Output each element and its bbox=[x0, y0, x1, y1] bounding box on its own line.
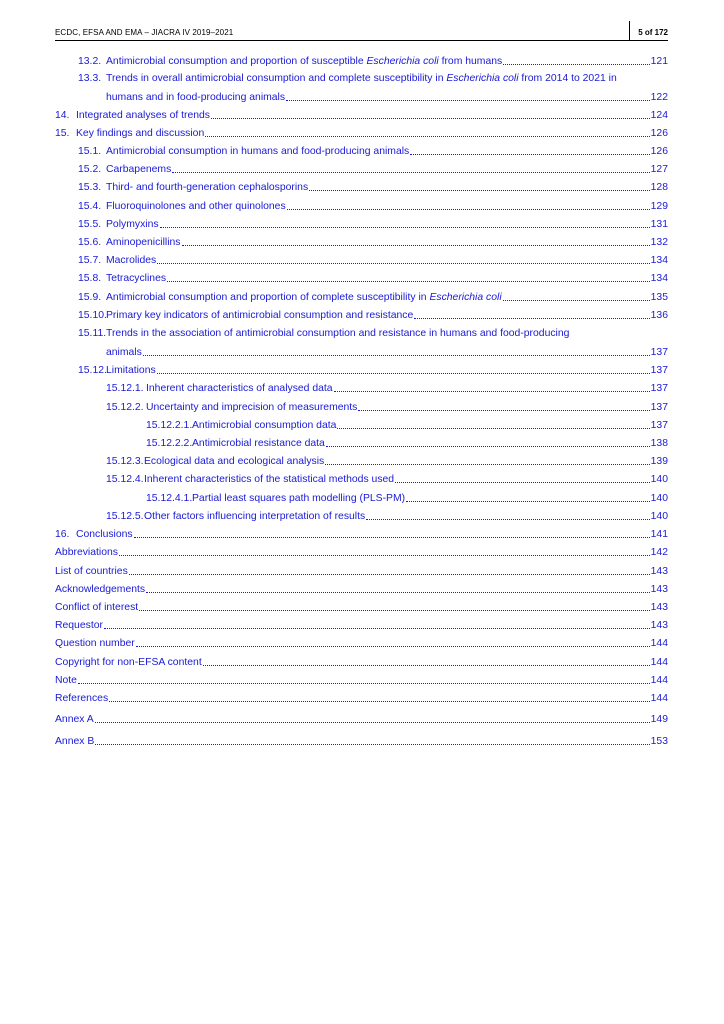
toc-entry-15-12-2[interactable] bbox=[106, 399, 668, 414]
toc-title: Ecological data and ecological analysis bbox=[144, 456, 325, 467]
toc-number: 15.5. bbox=[78, 219, 102, 230]
toc-page: 140 bbox=[650, 474, 668, 485]
toc-title: Acknowledgements bbox=[55, 584, 146, 595]
toc-title: Key findings and discussion bbox=[76, 128, 205, 139]
toc-entry-15-9[interactable] bbox=[78, 289, 668, 304]
toc-number: 13.2. bbox=[78, 56, 102, 67]
toc-title: Integrated analyses of trends bbox=[76, 110, 211, 121]
toc-page: 143 bbox=[650, 566, 668, 577]
toc-number: 15.12.4.1. bbox=[146, 493, 193, 504]
toc-title: Antimicrobial consumption in humans and food-producing animals bbox=[106, 146, 410, 157]
toc-entry-question-number[interactable] bbox=[55, 635, 668, 650]
toc-title: Other factors influencing interpretation of results bbox=[144, 511, 366, 522]
toc-entry-15-12-4-1[interactable] bbox=[146, 490, 668, 505]
toc-page: 126 bbox=[650, 128, 668, 139]
toc-title: Conclusions bbox=[76, 529, 133, 540]
toc-title: Copyright for non-EFSA content bbox=[55, 657, 202, 668]
toc-number: 15.3. bbox=[78, 182, 102, 193]
toc-entry-acknowledgements[interactable] bbox=[55, 581, 668, 596]
toc-entry-conflict-of-interest[interactable] bbox=[55, 599, 668, 614]
toc-entry-15-12-1[interactable] bbox=[106, 380, 668, 395]
dot-leader bbox=[78, 683, 650, 684]
toc-title: Carbapenems bbox=[106, 164, 172, 175]
dot-leader bbox=[287, 209, 650, 210]
toc-number: 16. bbox=[55, 529, 70, 540]
toc-entry-15-12-4[interactable] bbox=[106, 471, 668, 486]
toc-title: Antimicrobial consumption and proportion of complete susceptibility in Escherichia coli bbox=[106, 292, 502, 303]
dot-leader bbox=[414, 318, 649, 319]
dot-leader bbox=[95, 722, 650, 723]
toc-page: 140 bbox=[650, 493, 668, 504]
toc-page: 139 bbox=[650, 456, 668, 467]
toc-page: 138 bbox=[650, 438, 668, 449]
toc-page: 134 bbox=[650, 273, 668, 284]
dot-leader bbox=[211, 118, 650, 119]
dot-leader bbox=[406, 501, 650, 502]
toc-title: Macrolides bbox=[106, 255, 157, 266]
dot-leader bbox=[410, 154, 649, 155]
toc-title: List of countries bbox=[55, 566, 128, 577]
toc-entry-requestor[interactable] bbox=[55, 617, 668, 632]
dot-leader bbox=[203, 665, 650, 666]
toc-page: 137 bbox=[650, 365, 668, 376]
toc-number: 15.8. bbox=[78, 273, 102, 284]
toc-title: Abbreviations bbox=[55, 547, 118, 558]
toc-entry-list-of-countries[interactable] bbox=[55, 563, 668, 578]
toc-entry-13-3[interactable] bbox=[78, 72, 617, 85]
toc-entry-15-12-3[interactable] bbox=[106, 453, 668, 468]
toc-page: 140 bbox=[650, 511, 668, 522]
toc-page: 143 bbox=[650, 584, 668, 595]
toc-number: 15.12.1. bbox=[106, 383, 144, 394]
toc-number: 15.1. bbox=[78, 146, 102, 157]
toc-entry-15-12[interactable] bbox=[78, 362, 668, 377]
toc-title: Conflict of interest bbox=[55, 602, 139, 613]
toc-entry-15-12-5[interactable] bbox=[106, 508, 668, 523]
toc-title: References bbox=[55, 693, 109, 704]
dot-leader bbox=[104, 628, 650, 629]
toc-title: Partial least squares path modelling (PLS-PM) bbox=[192, 493, 406, 504]
toc-title: Trends in overall antimicrobial consumption and complete susceptibility in Escherichia coli from 2014 to 2021 in bbox=[106, 73, 617, 84]
dot-leader bbox=[182, 245, 650, 246]
toc-number: 15.12.2.1. bbox=[146, 420, 193, 431]
toc-entry-annex-b[interactable] bbox=[55, 733, 668, 748]
toc-title: humans and in food-producing animals bbox=[106, 92, 286, 103]
toc-entry-15-11[interactable] bbox=[78, 327, 569, 340]
toc-title: Fluoroquinolones and other quinolones bbox=[106, 201, 286, 212]
toc-title: Antimicrobial consumption data bbox=[192, 420, 337, 431]
toc-page: 143 bbox=[650, 602, 668, 613]
dot-leader bbox=[205, 136, 649, 137]
toc-entry-15-6[interactable] bbox=[78, 234, 668, 249]
dot-leader bbox=[129, 574, 650, 575]
dot-leader bbox=[160, 227, 650, 228]
dot-leader bbox=[395, 482, 650, 483]
toc-page: 149 bbox=[650, 714, 668, 725]
dot-leader bbox=[157, 373, 650, 374]
toc-page: 122 bbox=[650, 92, 668, 103]
toc-entry-15[interactable] bbox=[55, 125, 668, 140]
toc-number: 15.12.2. bbox=[106, 402, 144, 413]
toc-page: 121 bbox=[650, 56, 668, 67]
toc-number: 15.7. bbox=[78, 255, 102, 266]
toc-page: 144 bbox=[650, 638, 668, 649]
toc-number: 15.12.3. bbox=[106, 456, 144, 467]
toc-page: 137 bbox=[650, 383, 668, 394]
toc-page: 128 bbox=[650, 182, 668, 193]
toc-page: 132 bbox=[650, 237, 668, 248]
toc-entry-abbreviations[interactable] bbox=[55, 544, 668, 559]
toc-title: Third- and fourth-generation cephalosporins bbox=[106, 182, 309, 193]
dot-leader bbox=[167, 281, 650, 282]
dot-leader bbox=[286, 100, 650, 101]
dot-leader bbox=[119, 555, 650, 556]
toc-entry-references[interactable] bbox=[55, 690, 668, 705]
dot-leader bbox=[325, 464, 649, 465]
toc-page: 137 bbox=[650, 420, 668, 431]
toc-page: 124 bbox=[650, 110, 668, 121]
toc-title: Requestor bbox=[55, 620, 103, 631]
toc-page: 144 bbox=[650, 693, 668, 704]
toc-entry-15-10[interactable] bbox=[78, 307, 668, 322]
toc-title: Antimicrobial consumption and proportion of susceptible Escherichia coli from humans bbox=[106, 56, 503, 67]
dot-leader bbox=[157, 263, 649, 264]
toc-page: 143 bbox=[650, 620, 668, 631]
toc-entry-13-2[interactable] bbox=[78, 53, 668, 68]
toc-entry-15-2[interactable] bbox=[78, 161, 668, 176]
toc-page: 144 bbox=[650, 657, 668, 668]
toc-number: 15.2. bbox=[78, 164, 102, 175]
toc-entry-annex-a[interactable] bbox=[55, 711, 668, 726]
toc-number: 15.4. bbox=[78, 201, 102, 212]
toc-page: 135 bbox=[650, 292, 668, 303]
toc-page: 141 bbox=[650, 529, 668, 540]
dot-leader bbox=[146, 592, 650, 593]
dot-leader bbox=[134, 537, 650, 538]
toc-number: 15. bbox=[55, 128, 70, 139]
dot-leader bbox=[358, 410, 649, 411]
toc-title: Aminopenicillins bbox=[106, 237, 181, 248]
toc-title: Tetracyclines bbox=[106, 273, 167, 284]
page-number: 5 of 172 bbox=[638, 28, 668, 37]
toc-number: 15.9. bbox=[78, 292, 102, 303]
toc-number: 14. bbox=[55, 110, 70, 121]
toc-number: 15.12. bbox=[78, 365, 107, 376]
toc-title: Trends in the association of antimicrobial consumption and resistance in humans and food-producing bbox=[106, 328, 570, 339]
toc-page: 153 bbox=[650, 736, 668, 747]
dot-leader bbox=[503, 300, 650, 301]
toc-number: 15.11. bbox=[78, 328, 107, 339]
toc-number: 15.12.2.2. bbox=[146, 438, 193, 449]
toc-entry-16[interactable] bbox=[55, 526, 668, 541]
toc-page: 137 bbox=[650, 402, 668, 413]
toc-title: Annex A bbox=[55, 714, 94, 725]
toc-title: Antimicrobial resistance data bbox=[192, 438, 325, 449]
toc-page: 134 bbox=[650, 255, 668, 266]
toc-number: 15.10. bbox=[78, 310, 107, 321]
toc-entry-13-3-cont[interactable] bbox=[106, 89, 668, 104]
dot-leader bbox=[503, 64, 649, 65]
toc-title: Inherent characteristics of analysed data bbox=[146, 383, 333, 394]
toc-entry-note[interactable] bbox=[55, 672, 668, 687]
toc-number: 13.3. bbox=[78, 73, 102, 84]
toc-page: 126 bbox=[650, 146, 668, 157]
toc-title: Limitations bbox=[106, 365, 156, 376]
dot-leader bbox=[143, 355, 650, 356]
dot-leader bbox=[139, 610, 649, 611]
dot-leader bbox=[309, 190, 649, 191]
toc-entry-15-8[interactable] bbox=[78, 270, 668, 285]
dot-leader bbox=[326, 446, 650, 447]
toc-entry-15-4[interactable] bbox=[78, 198, 668, 213]
toc-entry-15-3[interactable] bbox=[78, 179, 668, 194]
toc-entry-15-11-cont[interactable] bbox=[106, 344, 668, 359]
header-title: ECDC, EFSA AND EMA – JIACRA IV 2019–2021 bbox=[55, 28, 234, 37]
toc-page: 129 bbox=[650, 201, 668, 212]
toc-entry-14[interactable] bbox=[55, 107, 668, 122]
toc-page: 131 bbox=[650, 219, 668, 230]
toc-title: Question number bbox=[55, 638, 135, 649]
dot-leader bbox=[337, 428, 649, 429]
toc-title: Polymyxins bbox=[106, 219, 159, 230]
toc-number: 15.12.4. bbox=[106, 474, 144, 485]
toc-page: 144 bbox=[650, 675, 668, 686]
dot-leader bbox=[172, 172, 649, 173]
toc-entry-copyright[interactable] bbox=[55, 654, 668, 669]
toc-entry-15-1[interactable] bbox=[78, 143, 668, 158]
dot-leader bbox=[334, 391, 650, 392]
toc-number: 15.12.5. bbox=[106, 511, 144, 522]
dot-leader bbox=[109, 701, 650, 702]
toc-title: Inherent characteristics of the statistical methods used bbox=[144, 474, 395, 485]
toc-title: Uncertainty and imprecision of measurements bbox=[146, 402, 358, 413]
toc-page: 127 bbox=[650, 164, 668, 175]
toc-title: animals bbox=[106, 347, 142, 358]
toc-entry-15-7[interactable] bbox=[78, 252, 668, 267]
toc-page: 136 bbox=[650, 310, 668, 321]
toc-page: 137 bbox=[650, 347, 668, 358]
dot-leader bbox=[366, 519, 649, 520]
dot-leader bbox=[136, 646, 650, 647]
toc-entry-15-12-2-1[interactable] bbox=[146, 417, 668, 432]
toc-number: 15.6. bbox=[78, 237, 102, 248]
dot-leader bbox=[95, 744, 649, 745]
toc-title: Note bbox=[55, 675, 77, 686]
toc-page: 142 bbox=[650, 547, 668, 558]
toc-entry-15-5[interactable] bbox=[78, 216, 668, 231]
toc-title: Annex B bbox=[55, 736, 95, 747]
toc-title: Primary key indicators of antimicrobial consumption and resistance bbox=[106, 310, 414, 321]
toc-entry-15-12-2-2[interactable] bbox=[146, 435, 668, 450]
